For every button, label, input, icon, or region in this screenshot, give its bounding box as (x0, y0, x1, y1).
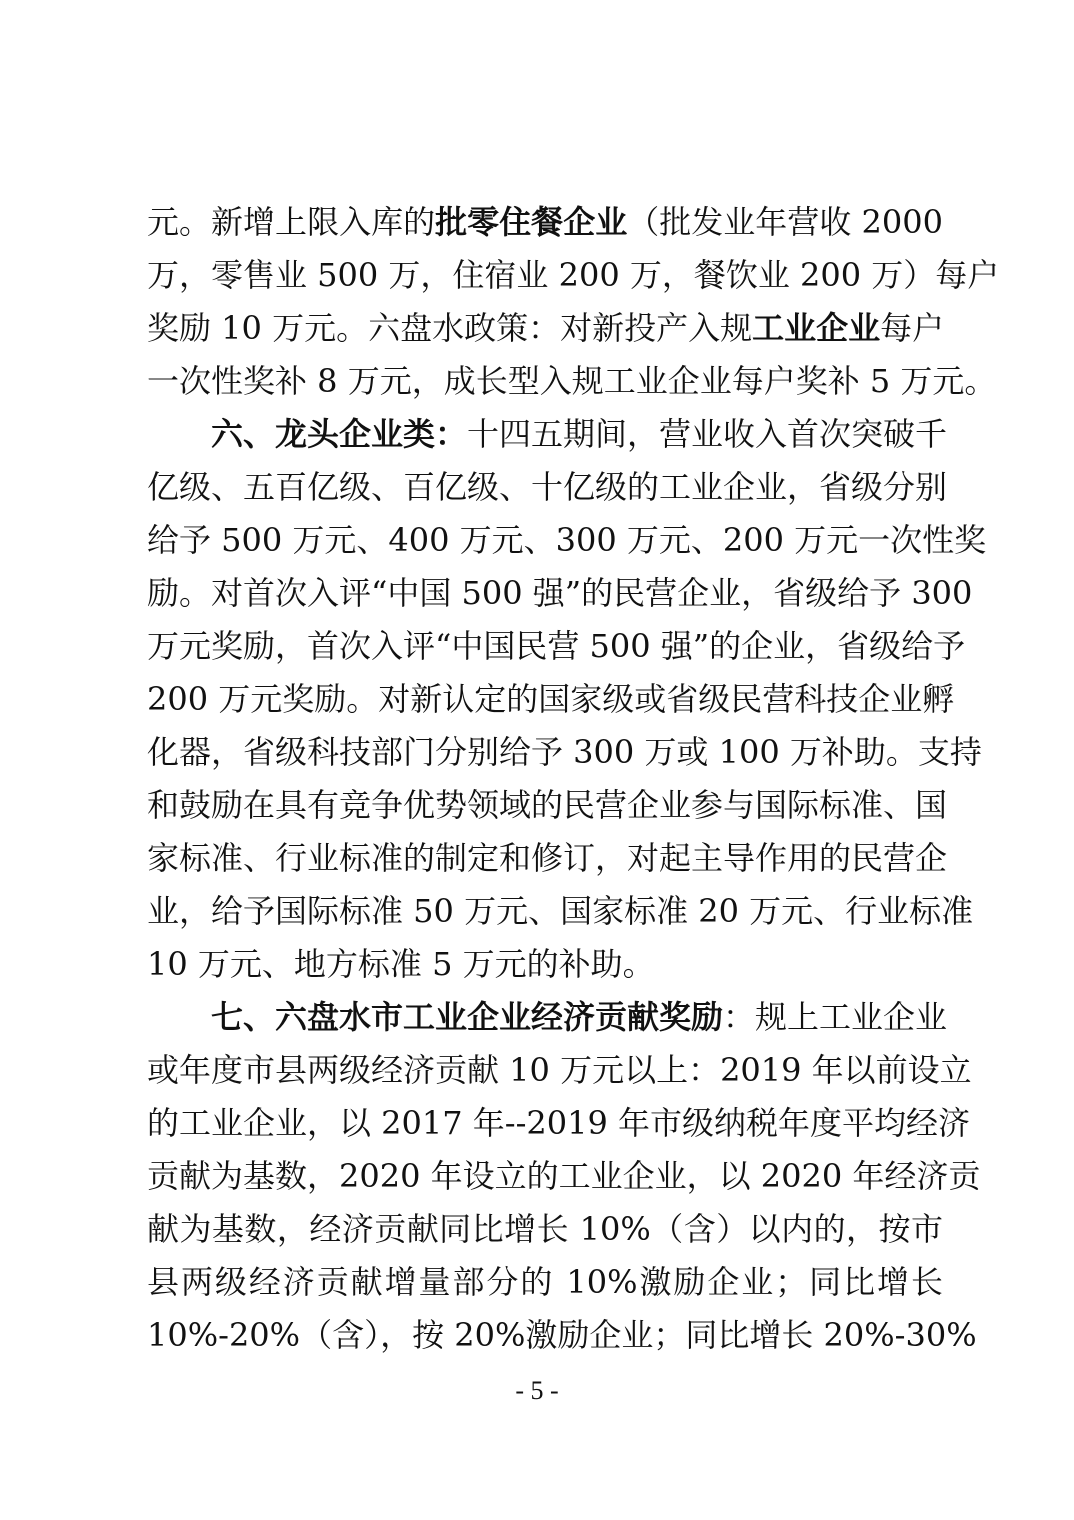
section-heading-line: 六、龙头企业类：十四五期间，营业收入首次突破千 (211, 415, 948, 453)
text-line: 一次性奖补 8 万元，成长型入规工业企业每户奖补 5 万元。 (147, 362, 997, 400)
text-line: 业，给予国际标准 50 万元、国家标准 20 万元、行业标准 (147, 892, 974, 930)
page-number: - 5 - (515, 1376, 559, 1405)
text-line: 10 万元、地方标准 5 万元的补助。 (147, 945, 655, 983)
bold-term: 工业企业 (752, 309, 881, 347)
section-heading: 七、六盘水市工业企业经济贡献奖励 (211, 998, 724, 1036)
text-line: 献为基数，经济贡献同比增长 10%（含）以内的，按市 (147, 1210, 943, 1248)
text-line: 贡献为基数，2020 年设立的工业企业，以 2020 年经济贡 (147, 1157, 981, 1195)
text-line: 的工业企业，以 2017 年--2019 年市级纳税年度平均经济 (147, 1104, 971, 1142)
text-line: 县两级经济贡献增量部分的 10%激励企业；同比增长 (147, 1263, 943, 1301)
text-line: 元。新增上限入库的批零住餐企业（批发业年营收 2000 (147, 203, 943, 241)
text-line: 200 万元奖励。对新认定的国家级或省级民营科技企业孵 (147, 680, 955, 718)
text-line: 或年度市县两级经济贡献 10 万元以上：2019 年以前设立 (147, 1051, 972, 1089)
text-line: 家标准、行业标准的制定和修订，对起主导作用的民营企 (147, 839, 948, 877)
text-line: 给予 500 万元、400 万元、300 万元、200 万元一次性奖 (147, 521, 987, 559)
text-line: 亿级、五百亿级、百亿级、十亿级的工业企业，省级分别 (147, 468, 948, 506)
bold-term: 批零住餐企业 (435, 203, 628, 241)
section-heading-line: 七、六盘水市工业企业经济贡献奖励：规上工业企业 (211, 998, 948, 1036)
section-heading: 六、龙头企业类： (211, 415, 468, 453)
text-line: 和鼓励在具有竞争优势领域的民营企业参与国际标准、国 (147, 786, 948, 824)
text-line: 励。对首次入评“中国 500 强”的民营企业，省级给予 300 (147, 574, 973, 612)
text-line: 化器，省级科技部门分别给予 300 万或 100 万补助。支持 (147, 733, 982, 771)
text-line: 万，零售业 500 万，住宿业 200 万，餐饮业 200 万）每户 (147, 256, 1000, 294)
text-line: 10%-20%（含），按 20%激励企业；同比增长 20%-30% (147, 1316, 977, 1354)
text-line: 奖励 10 万元。六盘水政策：对新投产入规工业企业每户 (147, 309, 945, 347)
text-line: 万元奖励，首次入评“中国民营 500 强”的企业，省级给予 (147, 627, 966, 665)
